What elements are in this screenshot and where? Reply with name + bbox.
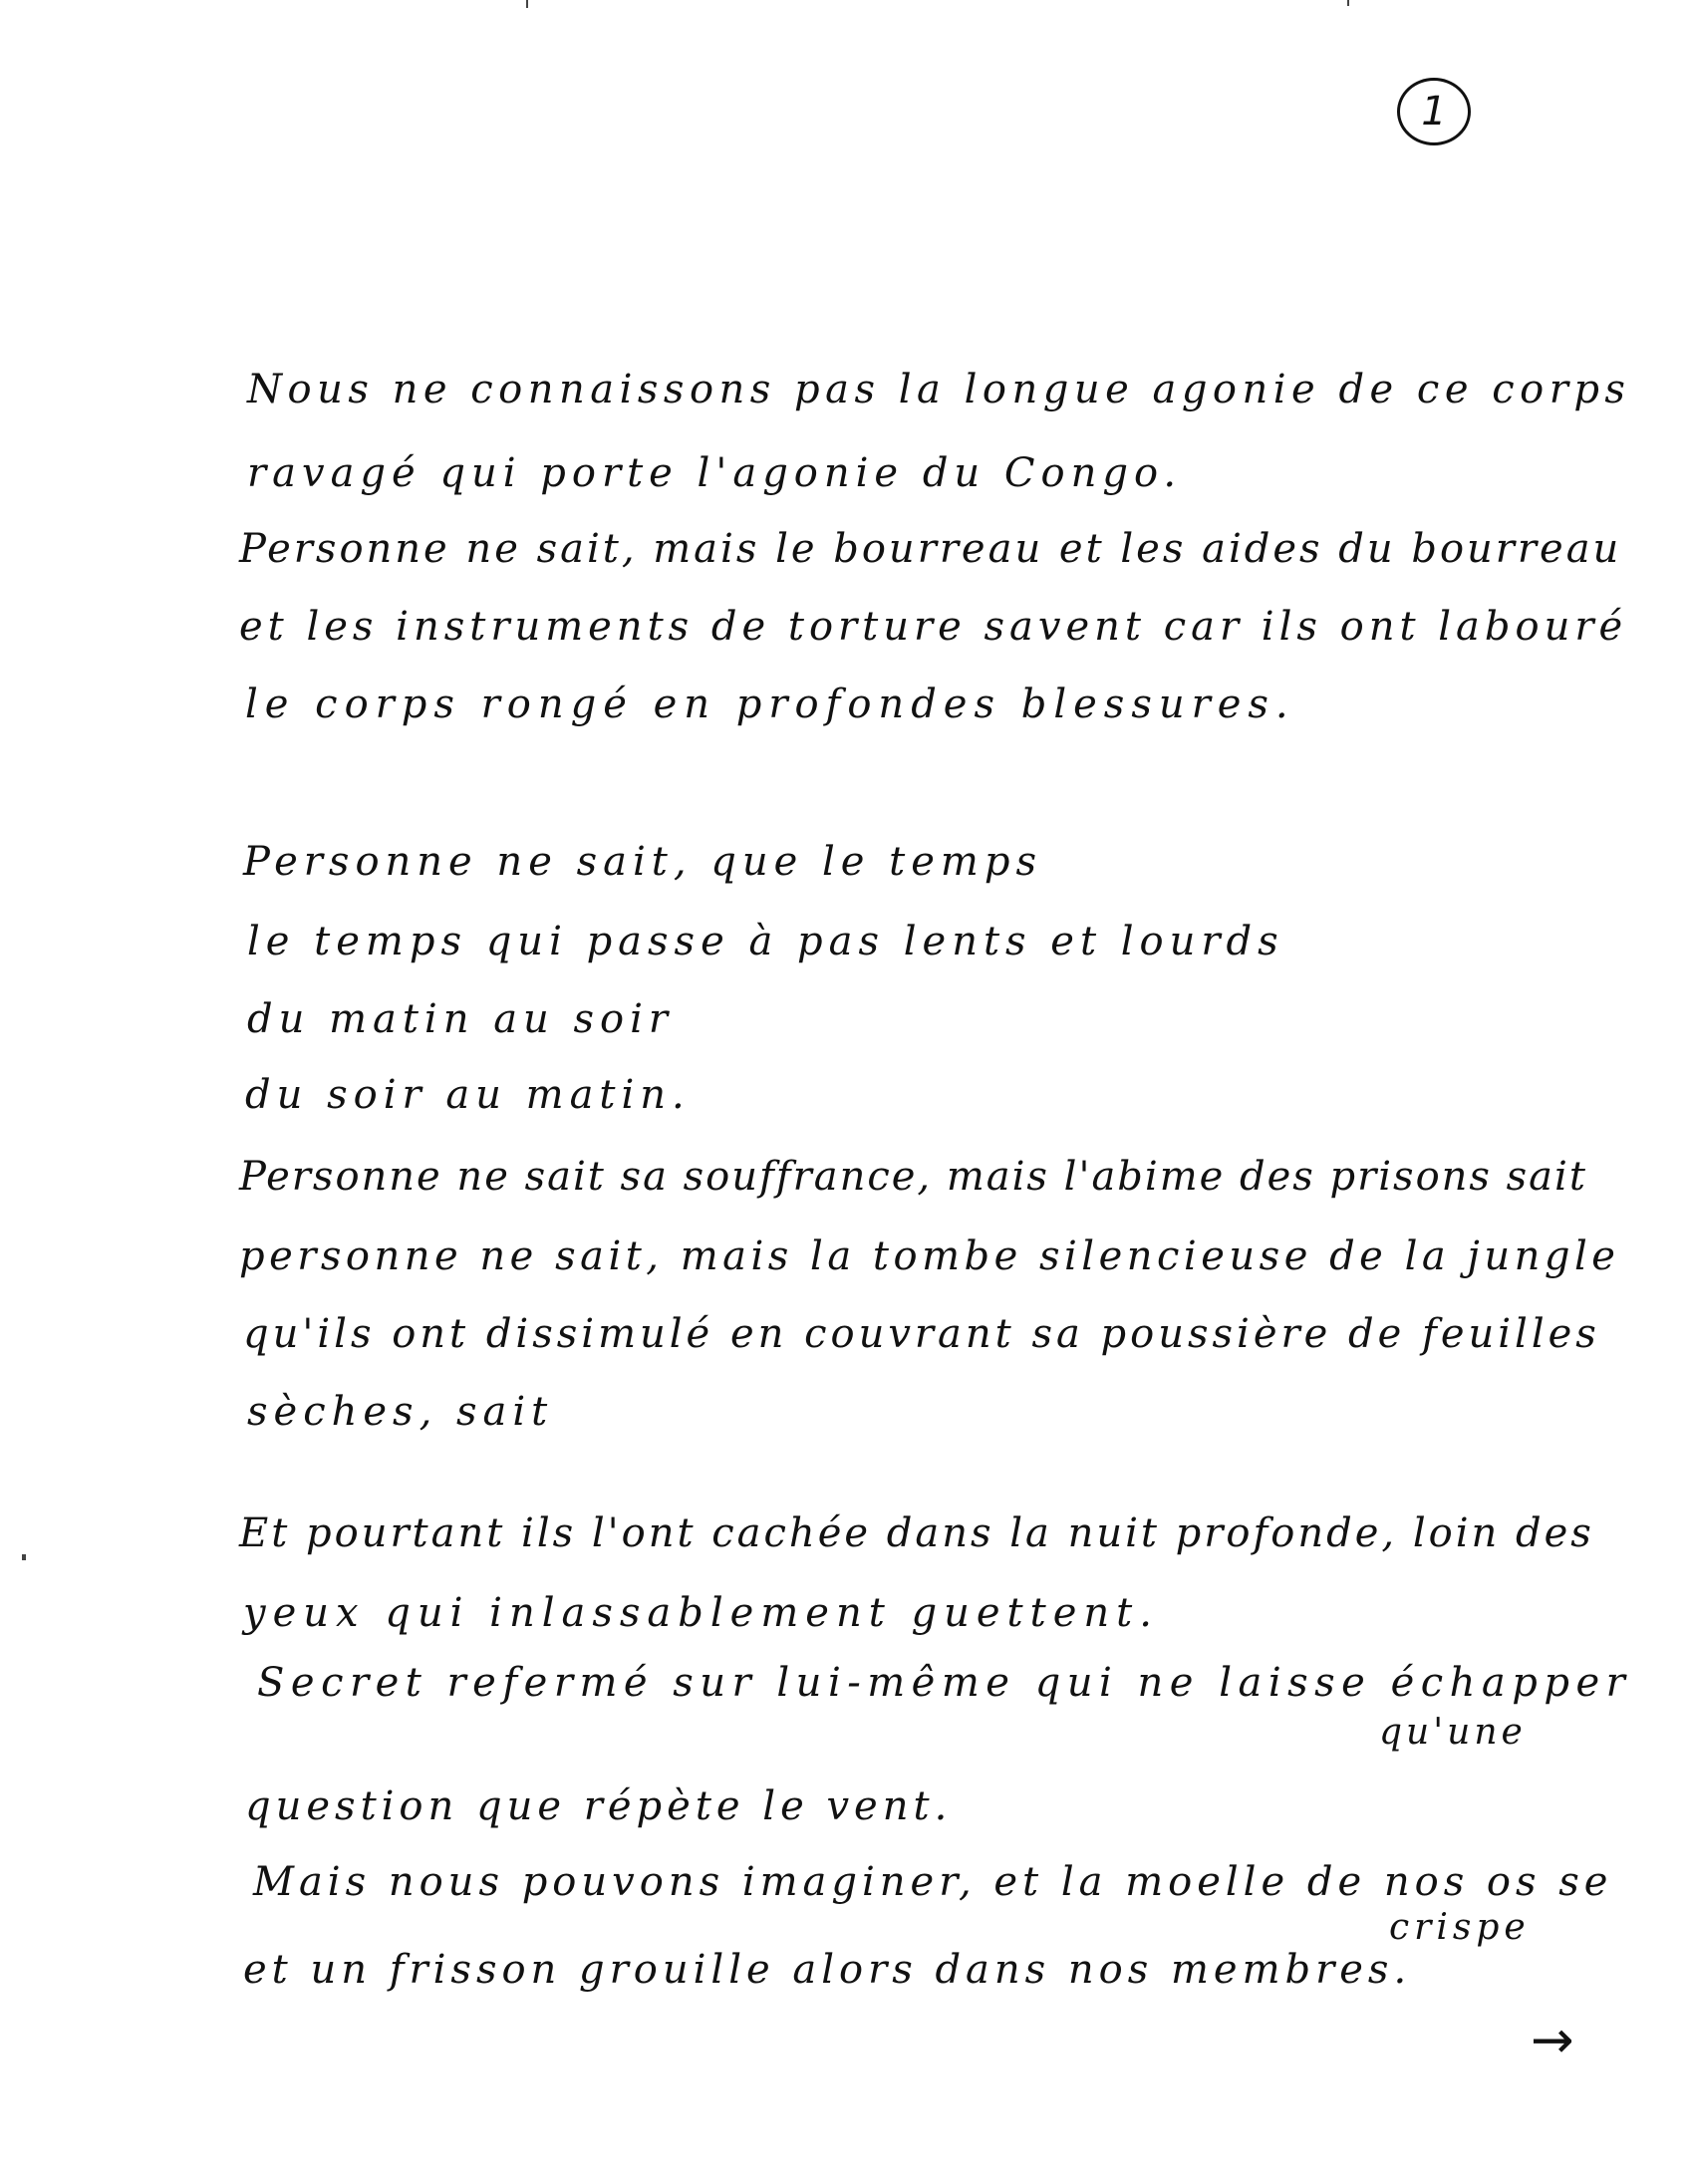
line-10: Personne ne sait sa souffrance, mais l'abime des prisons sait	[239, 1154, 1587, 1200]
line-7: le temps qui passe à pas lents et lourds	[247, 919, 1284, 964]
scan-mark	[526, 0, 528, 8]
line-13: sèches, sait	[247, 1389, 554, 1435]
line-16: Secret refermé sur lui-même qui ne laisse échapper	[257, 1660, 1632, 1706]
page-number-text: 1	[1421, 89, 1447, 135]
line-14: Et pourtant ils l'ont cachée dans la nuit profonde, loin des	[239, 1510, 1594, 1556]
line-19: et un frisson grouille alors dans nos membres.	[243, 1947, 1412, 1993]
line-11: personne ne sait, mais la tombe silencieuse de la jungle	[239, 1233, 1620, 1279]
line-4: et les instruments de torture savent car ils ont labouré	[239, 604, 1628, 650]
line-8: du matin au soir	[247, 996, 675, 1042]
continue-arrow: →	[1531, 2011, 1574, 2070]
line-2: ravagé qui porte l'agonie du Congo.	[247, 450, 1183, 496]
line-18-insert: crispe	[1389, 1907, 1531, 1948]
line-9: du soir au matin.	[245, 1072, 691, 1118]
line-6: Personne ne sait, que le temps	[243, 839, 1042, 885]
scan-mark	[22, 1554, 26, 1560]
line-18: Mais nous pouvons imaginer, et la moelle de nos os se	[253, 1859, 1613, 1905]
line-1: Nous ne connaissons pas la longue agonie de ce corps	[247, 367, 1631, 412]
page-number	[1397, 78, 1471, 145]
line-3: Personne ne sait, mais le bourreau et les aides du bourreau	[239, 526, 1622, 572]
line-16-insert: qu'une	[1379, 1712, 1527, 1753]
line-15: yeux qui inlassablement guettent.	[243, 1590, 1159, 1636]
scan-mark	[1347, 0, 1349, 6]
line-5: le corps rongé en profondes blessures.	[245, 682, 1295, 727]
line-17: question que répète le vent.	[245, 1783, 953, 1829]
line-12: qu'ils ont dissimulé en couvrant sa poussière de feuilles	[243, 1311, 1600, 1357]
